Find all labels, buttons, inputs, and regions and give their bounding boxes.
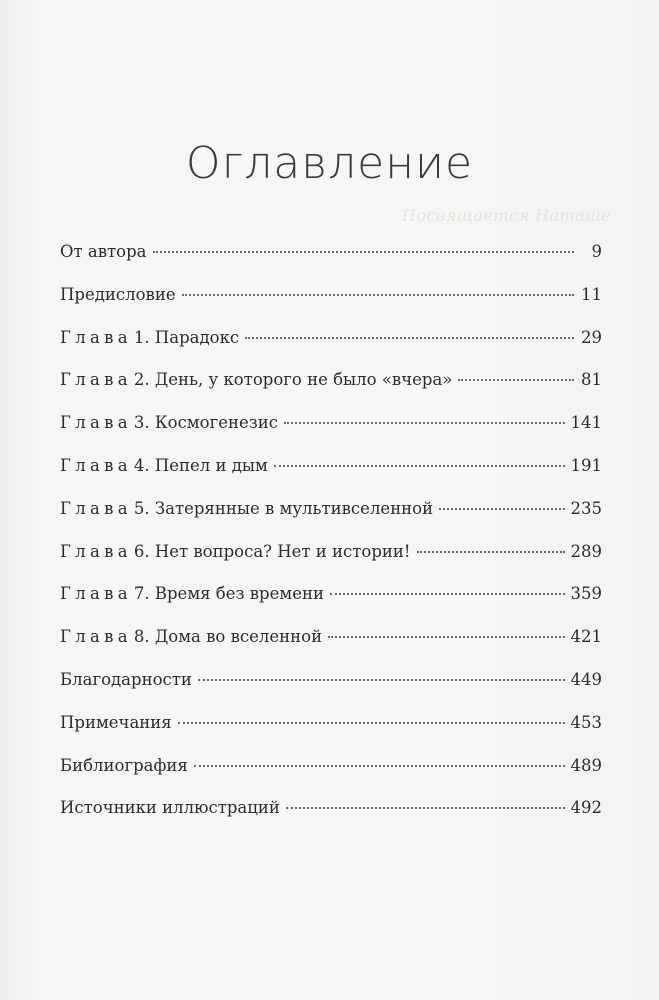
toc-entry-label: 6. Нет вопроса? Нет и истории! bbox=[133, 541, 411, 561]
toc-entry-page: 81 bbox=[581, 370, 602, 390]
chapter-prefix: Глава bbox=[60, 455, 132, 475]
toc-entry-label: Источники иллюстраций bbox=[60, 798, 280, 818]
toc-entry-page: 449 bbox=[570, 669, 602, 689]
toc-entry-page: 492 bbox=[570, 798, 602, 818]
bleed-through-text: Посвящается Наташе bbox=[401, 206, 611, 225]
dot-leader bbox=[284, 422, 565, 424]
dot-leader bbox=[153, 251, 575, 253]
toc-entry bbox=[60, 796, 602, 839]
dot-leader bbox=[458, 379, 574, 381]
toc-entry-page: 489 bbox=[570, 755, 602, 775]
toc-entry-label: 5. Затерянные в мультивселенной bbox=[133, 498, 434, 518]
chapter-prefix: Глава bbox=[60, 498, 132, 518]
chapter-prefix: Глава bbox=[60, 370, 132, 390]
toc-entry-page: 141 bbox=[570, 413, 602, 433]
toc-entry bbox=[60, 368, 602, 411]
dot-leader bbox=[178, 722, 565, 724]
toc-entry-page: 453 bbox=[570, 712, 602, 732]
toc-entry bbox=[60, 411, 602, 454]
chapter-prefix: Глава bbox=[60, 584, 132, 604]
dot-leader bbox=[328, 636, 564, 638]
table-of-contents bbox=[60, 240, 602, 839]
toc-entry bbox=[60, 668, 602, 711]
toc-entry-label: Библиография bbox=[60, 755, 188, 775]
chapter-prefix: Глава bbox=[60, 627, 132, 647]
toc-entry-page: 421 bbox=[570, 627, 602, 647]
toc-entry-page: 9 bbox=[591, 242, 602, 261]
page-title: Оглавление bbox=[185, 138, 474, 189]
toc-entry-label: Благодарности bbox=[60, 669, 192, 689]
toc-entry-page: 235 bbox=[570, 498, 602, 518]
dot-leader bbox=[286, 807, 565, 809]
toc-entry-label: От автора bbox=[60, 242, 147, 261]
toc-entry bbox=[60, 497, 602, 540]
dot-leader bbox=[245, 337, 574, 339]
toc-entry bbox=[60, 283, 602, 326]
toc-entry-label: 3. Космогенезис bbox=[133, 413, 278, 433]
toc-entry-page: 289 bbox=[570, 541, 602, 561]
toc-entry bbox=[60, 326, 602, 369]
dot-leader bbox=[194, 765, 565, 767]
chapter-prefix: Глава bbox=[60, 413, 132, 433]
toc-entry bbox=[60, 454, 602, 497]
toc-entry bbox=[60, 540, 602, 583]
dot-leader bbox=[439, 508, 564, 510]
toc-entry-label: Примечания bbox=[60, 712, 172, 732]
toc-entry-label: 7. Время без времени bbox=[133, 584, 324, 604]
toc-entry bbox=[60, 711, 602, 754]
toc-entry-page: 29 bbox=[581, 327, 602, 347]
toc-entry bbox=[60, 625, 602, 668]
toc-entry-page: 359 bbox=[570, 584, 602, 604]
dot-leader bbox=[182, 294, 574, 296]
toc-entry bbox=[60, 582, 602, 625]
toc-entry bbox=[60, 240, 602, 283]
dot-leader bbox=[274, 465, 565, 467]
toc-entry-label: Предисловие bbox=[60, 284, 176, 304]
toc-entry bbox=[60, 754, 602, 797]
toc-entry-label: 8. Дома во вселенной bbox=[133, 627, 323, 647]
chapter-prefix: Глава bbox=[60, 327, 132, 347]
toc-entry-label: 1. Парадокс bbox=[133, 327, 240, 347]
chapter-prefix: Глава bbox=[60, 541, 132, 561]
dot-leader bbox=[198, 679, 565, 681]
toc-entry-page: 191 bbox=[570, 455, 602, 475]
toc-entry-page: 11 bbox=[581, 284, 602, 304]
toc-entry-label: 4. Пепел и дым bbox=[133, 455, 268, 475]
dot-leader bbox=[330, 593, 565, 595]
dot-leader bbox=[417, 551, 565, 553]
toc-entry-label: 2. День, у которого не было «вчера» bbox=[133, 370, 453, 390]
